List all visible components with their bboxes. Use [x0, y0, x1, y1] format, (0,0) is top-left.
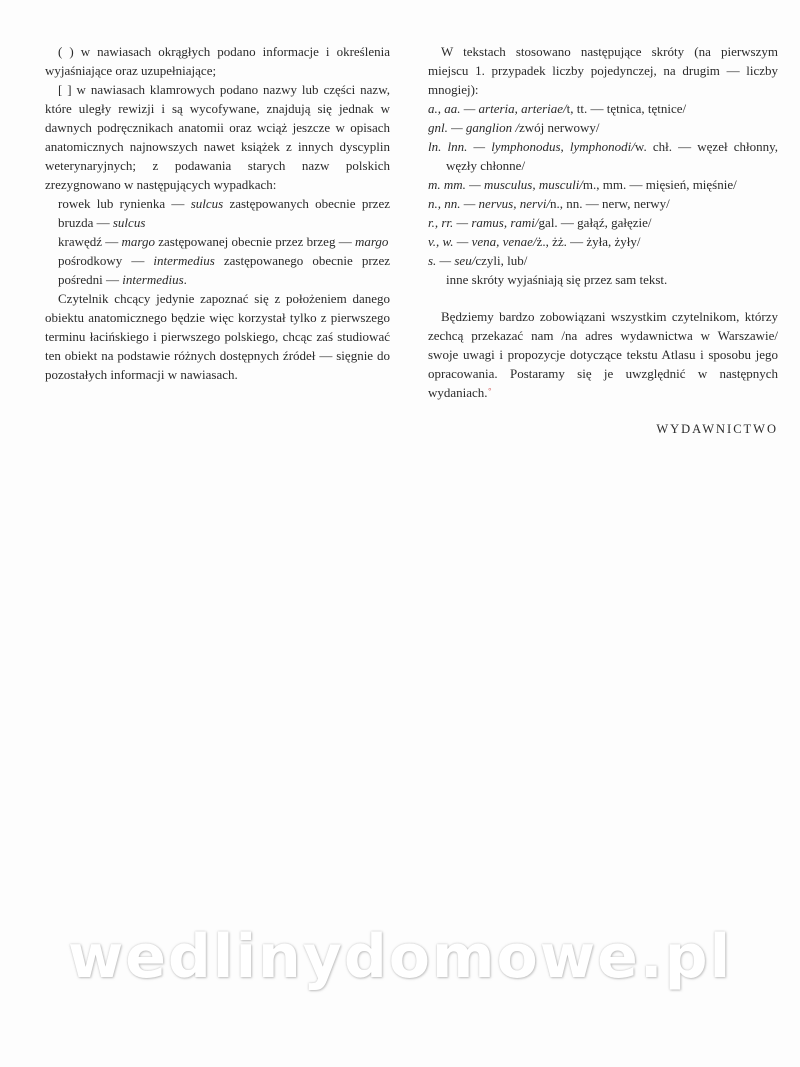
- abbreviation-polish: gal. — gałąź, gałęzie/: [538, 215, 652, 230]
- abbreviation-item: [428, 175, 778, 194]
- closing-paragraph: [428, 307, 778, 402]
- abbreviation-item: [428, 213, 778, 232]
- example-term: intermedius: [122, 272, 184, 287]
- abbreviation-latin: a., aa. — arteria, arteriae/: [428, 101, 567, 116]
- example-sulcus: [45, 194, 390, 232]
- abbreviation-item: [428, 99, 778, 118]
- example-term: margo: [121, 234, 155, 249]
- stray-mark: ˚: [487, 385, 492, 400]
- example-intermedius: [45, 251, 390, 289]
- example-term: sulcus: [112, 215, 146, 230]
- abbreviation-polish: n., nn. — nerw, nerwy/: [550, 196, 670, 211]
- abbreviation-polish: zwój nerwowy/: [519, 120, 600, 135]
- paragraph-round-brackets: ( ) w nawiasach okrągłych podano informacje i określenia wyjaśniające oraz uzupełniające;: [45, 44, 390, 78]
- example-margo: [45, 232, 390, 251]
- example-text: krawędź —: [58, 234, 122, 249]
- abbreviation-latin: v., w. — vena, venae/: [428, 234, 537, 249]
- paragraph-square-brackets: [ ] w nawiasach klamrowych podano nazwy lub części nazw, które uległy rewizji i są wycofywane, znajdują się jednak w dawnych podręcznikach anatomii oraz wciąż jeszcze w opisach anatomicznych najnowszych nawet książek z innych dyscyplin weterynaryjnych; z podawania starych nazw polskich zrezygnowano w następujących wypadkach:: [45, 82, 390, 192]
- abbreviation-latin: n., nn. — nervus, nervi/: [428, 196, 551, 211]
- abbreviation-latin: ln. lnn. — lymphonodus, lymphonodi/: [428, 139, 635, 154]
- abbreviation-latin: s. — seu/: [428, 253, 476, 268]
- example-text: zastępowanego obecnie przez pośredni —: [58, 253, 390, 287]
- example-text: zastępowanej obecnie przez brzeg —: [155, 234, 355, 249]
- example-text: pośrodkowy —: [58, 253, 154, 268]
- example-text: rowek lub rynienka —: [58, 196, 191, 211]
- left-column: [45, 42, 390, 384]
- abbreviation-latin: r., rr. — ramus, rami/: [428, 215, 539, 230]
- abbreviation-latin: m. mm. — musculus, musculi/: [428, 177, 583, 192]
- paragraph-reader-note: Czytelnik chcący jedynie zapoznać się z położeniem danego obiektu anatomicznego będzie więc korzystał tylko z pierwszego terminu łacińskiego i pierwszego polskiego, chcąc zaś studiować ten obiekt na podstawie różnych dostępnych źródeł — sięgnie do pozostałych informacji w nawiasach.: [45, 291, 390, 382]
- example-term: margo: [354, 234, 389, 249]
- abbreviation-polish: ż., żż. — żyła, żyły/: [536, 234, 641, 249]
- abbreviation-other: inne skróty wyjaśniają się przez sam tekst.: [446, 272, 668, 287]
- abbreviation-list: [428, 99, 778, 289]
- abbreviation-polish: czyli, lub/: [475, 253, 528, 268]
- closing-text: Będziemy bardzo zobowiązani wszystkim czytelnikom, którzy zechcą przekazać nam /na adres wydawnictwa w Warszawie/ swoje uwagi i propozycje dotyczące tekstu Atlasu i sposobu jego opracowania. Postaramy się je uwzględnić w następnych wydaniach.: [428, 309, 778, 400]
- example-term: sulcus: [190, 196, 224, 211]
- abbreviation-item: [428, 232, 778, 251]
- example-term: intermedius: [153, 253, 215, 268]
- abbreviation-latin: gnl. — ganglion /: [428, 120, 520, 135]
- abbreviations-intro: W tekstach stosowano następujące skróty (na pierwszym miejscu 1. przypadek liczby pojedynczej, na drugim — liczby mnogiej):: [428, 44, 778, 97]
- abbreviation-item: [428, 251, 778, 270]
- watermark: wedlinydomowe.pl: [67, 922, 733, 992]
- example-text: .: [183, 272, 187, 287]
- abbreviation-item: [428, 194, 778, 213]
- right-column: [428, 42, 778, 439]
- abbreviation-polish: t, tt. — tętnica, tętnice/: [566, 101, 687, 116]
- abbreviation-polish: w. chł. — węzeł chłonny, węzły chłonne/: [446, 139, 778, 173]
- abbreviation-item: [428, 137, 778, 175]
- abbreviation-item: [428, 118, 778, 137]
- example-text: zastępowanych obecnie przez bruzda —: [58, 196, 390, 230]
- abbreviation-polish: m., mm. — mięsień, mięśnie/: [582, 177, 737, 192]
- publisher-signature: WYDAWNICTWO: [656, 422, 778, 436]
